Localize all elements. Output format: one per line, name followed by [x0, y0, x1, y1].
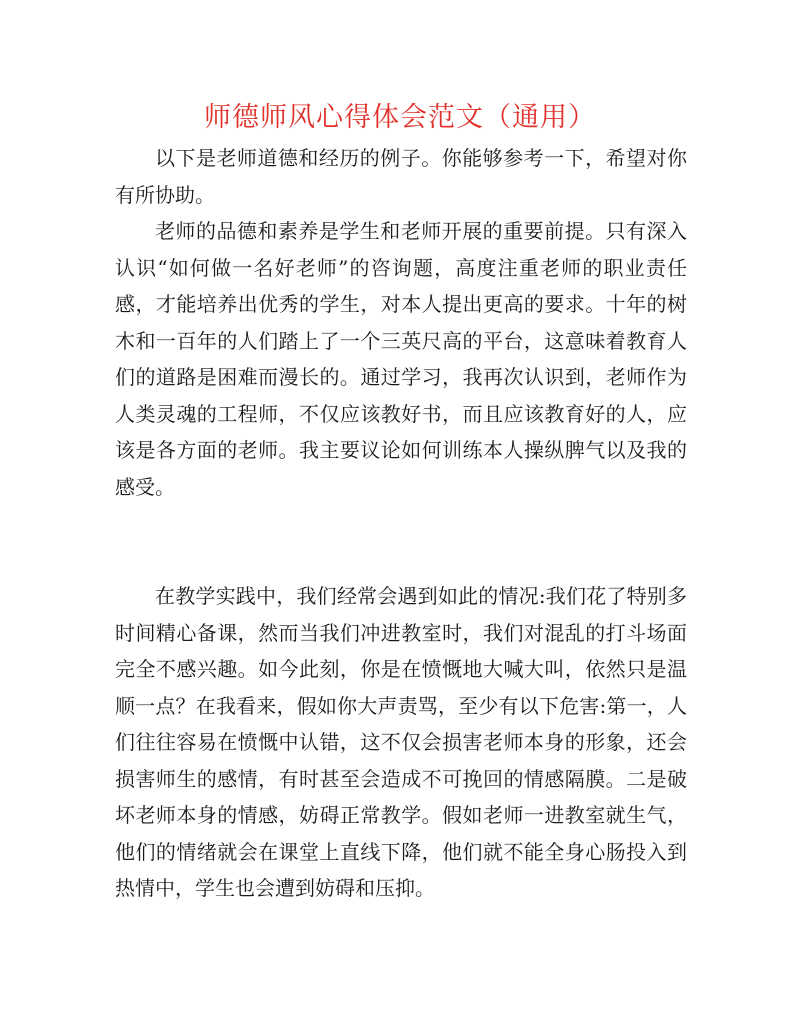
document-body	[115, 140, 687, 907]
paragraph-teaching-practice: 在教学实践中，我们经常会遇到如此的情况:我们花了特别多时间精心备课，然而当我们冲进教室时，我们对混乱的打斗场面完全不感兴趣。如今此刻，你是在愤慨地大喊大叫，依然只是温顺一点？在我看来，假如你大声责骂，至少有以下危害:第一，人们往往容易在愤慨中认错，这不仅会损害老师本身的形象，还会损害师生的感情，有时甚至会造成不可挽回的情感隔膜。二是破坏老师本身的情感，妨碍正常教学。假如老师一进教室就生气，他们的情绪就会在课堂上直线下降，他们就不能全身心肠投入到热情中，学生也会遭到妨碍和压抑。	[115, 584, 687, 900]
paragraph-intro: 以下是老师道德和经历的例子。你能够参考一下，希望对你有所协助。	[115, 146, 687, 207]
paragraph-teacher-virtue: 老师的品德和素养是学生和老师开展的重要前提。只有深入认识“如何做一名好老师”的咨询题，高度注重老师的职业责任感，才能培养出优秀的学生，对本人提出更高的要求。十年的树木和一百年的人们踏上了一个三英尺高的平台，这意味着教育人们的道路是困难而漫长的。通过学习，我再次认识到，老师作为人类灵魂的工程师，不仅应该教好书，而且应该教育好的人，应该是各方面的老师。我主要议论如何训练本人操纵脾气以及我的感受。	[115, 219, 687, 499]
document-title: 师德师风心得体会范文（通用）	[204, 102, 596, 133]
paragraph-gap	[115, 505, 687, 578]
